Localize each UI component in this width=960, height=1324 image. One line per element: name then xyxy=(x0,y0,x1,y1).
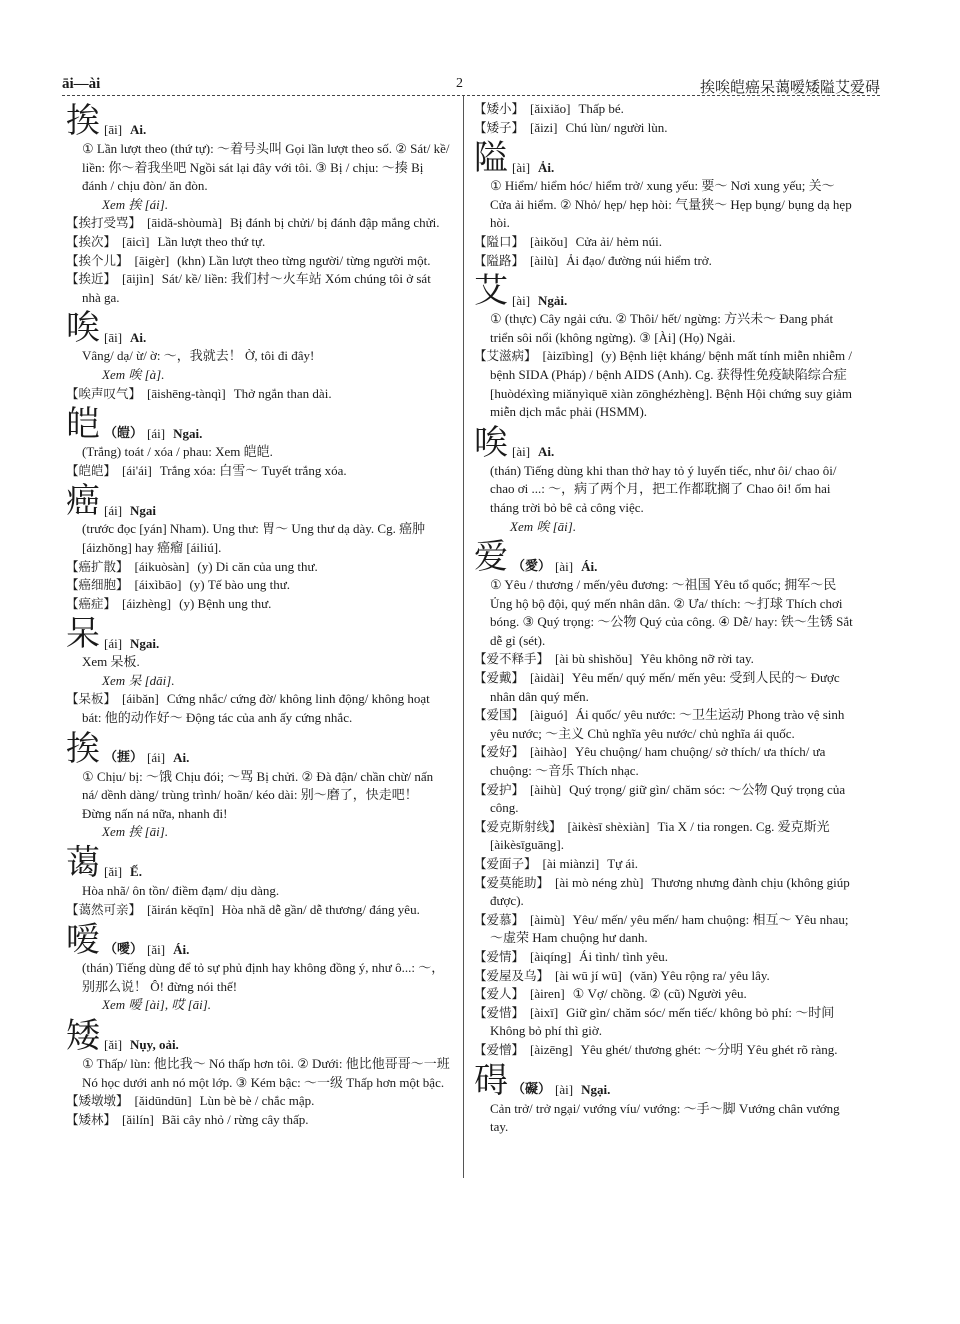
headword-entry xyxy=(474,538,858,650)
pinyin: [ài] xyxy=(512,444,531,460)
definition-text: Ái quốc/ yêu nước: ～卫生运动 Phong trào vệ sinh yêu nước; ～主义 Chủ nghĩa yêu nước/ chủ nghĩa ái quốc. xyxy=(490,707,845,741)
definition-text: Tia X / tia rongen. Cg. 爱克斯光 [àikèsīguāng]. xyxy=(490,818,830,853)
cross-reference: Xem 挨 [āi]. xyxy=(102,824,169,840)
compound-entry xyxy=(474,818,858,855)
compound-entry xyxy=(66,462,450,481)
compound-entry xyxy=(474,706,858,743)
pinyin: [ǎixiǎo] xyxy=(530,101,571,116)
left-column xyxy=(66,100,450,1129)
definition-text: ① Yêu / thương / mến/yêu đương: ～祖国 Yêu tổ quốc; 拥军～民 Ủng hộ bộ đội, quý mến nhân dân. ② Ưa/ thích: ～打球 Thích chơi bóng. ③ Quý trọng: ～公物 Quý của công. ④ Dễ/ hay: 铁～生锈 Sắt dễ gỉ (sét). xyxy=(490,577,853,648)
compound-entry xyxy=(474,100,858,119)
compound-word: 【矮子】 xyxy=(474,119,525,135)
headword-entry xyxy=(66,844,450,901)
compound-word: 【爱慕】 xyxy=(474,911,525,927)
pinyin: [ài miànzi] xyxy=(542,856,600,871)
pinyin: [àihù] xyxy=(530,781,562,797)
headword-character: 皑 xyxy=(66,404,100,445)
headword-line xyxy=(474,139,858,177)
headword-line xyxy=(66,1017,450,1055)
pinyin: [áixìbāo] xyxy=(134,577,182,593)
han-viet-reading: Ngải. xyxy=(538,292,568,308)
compound-word: 【矮墩墩】 xyxy=(66,1093,129,1109)
definition-text: (trước đọc [yán] Nham). Ung thư: 胃～ Ung thư dạ dày. Cg. 癌肿 [áizhǒng] hay 癌瘤 [áiliú]. xyxy=(82,521,426,555)
headword-character: 蔼 xyxy=(66,843,100,884)
column-divider xyxy=(463,96,464,1178)
definition-text: (thán) Tiếng dùng để tỏ sự phủ định hay không đồng ý, như ô...: ～，别那么说！ Ô! đừng nói thế! xyxy=(82,960,445,994)
han-viet-reading: Ế. xyxy=(130,864,142,880)
compound-entry xyxy=(66,558,450,577)
compound-word: 【爱国】 xyxy=(474,707,525,723)
compound-entry xyxy=(66,270,450,307)
definition-text: Yêu ghét/ thương ghét: ～分明 Yêu ghét rõ ràng. xyxy=(580,1041,838,1057)
pinyin: [āidǎ-shòumà] xyxy=(147,215,223,231)
pinyin: [àidài] xyxy=(530,670,564,686)
compound-word: 【呆板】 xyxy=(66,691,117,707)
pinyin: [ái] xyxy=(147,750,166,766)
compound-entry xyxy=(66,690,450,727)
right-column xyxy=(474,100,858,1137)
compound-word: 【爱好】 xyxy=(474,744,525,760)
headword-character: 呆 xyxy=(66,614,100,655)
header-rule xyxy=(62,95,880,96)
headword-line xyxy=(66,482,450,520)
cross-reference: Xem 嗳 [ài], 哎 [āi]. xyxy=(102,997,212,1013)
pinyin: [āi] xyxy=(104,329,123,345)
compound-entry xyxy=(474,985,858,1004)
compound-entry xyxy=(66,1092,450,1111)
header-range: āi—ài xyxy=(62,76,101,92)
han-viet-reading: Ải. xyxy=(538,159,555,175)
compound-entry xyxy=(474,855,858,874)
headword-character: 艾 xyxy=(474,271,508,312)
definition-text: (y) Di căn của ung thư. xyxy=(197,558,318,574)
headword-character: 挨 xyxy=(66,728,100,769)
compound-entry xyxy=(474,650,858,669)
compound-word: 【爱惜】 xyxy=(474,1004,525,1020)
pinyin: [āigèr] xyxy=(134,252,170,268)
han-viet-reading: Ngai. xyxy=(130,635,160,651)
definition-text: Sát/ kề/ liền: 我们村～火车站 Xóm chúng tôi ở sát nhà ga. xyxy=(82,271,431,305)
headword-entry xyxy=(66,730,450,842)
pinyin: [àimù] xyxy=(530,911,565,927)
definition-text: Hòa nhã dễ gần/ dễ thương/ đáng yêu. xyxy=(221,901,420,917)
definition-text: Yêu/ mến/ yêu mến/ ham chuộng: 相互～ Yêu nhau; ～虚荣 Ham chuộng hư danh. xyxy=(490,911,849,946)
traditional-form: （噯） xyxy=(104,941,144,957)
compound-entry xyxy=(474,781,858,818)
pinyin: [āijìn] xyxy=(122,271,154,287)
definition-text: Bị đánh bị chửi/ bị đánh đập mắng chửi. xyxy=(230,215,440,231)
headword-entry xyxy=(66,1017,450,1092)
definition-text: Ải đạo/ đường núi hiểm trở. xyxy=(566,252,712,268)
pinyin: [ái] xyxy=(147,425,166,441)
compound-entry xyxy=(474,1004,858,1041)
headword-character: 碍 xyxy=(474,1060,508,1101)
pinyin: [ài] xyxy=(555,558,574,574)
cross-reference: Xem 挨 [ái]. xyxy=(102,196,169,212)
headword-entry xyxy=(66,615,450,690)
traditional-form: （礙） xyxy=(512,1081,552,1097)
pinyin: [àiguó] xyxy=(530,707,568,723)
definition-text: Lần lượt theo thứ tự. xyxy=(157,233,266,249)
compound-word: 【艾滋病】 xyxy=(474,348,537,364)
pinyin: [āicì] xyxy=(122,233,150,249)
headword-line xyxy=(474,424,858,462)
compound-word: 【蔼然可亲】 xyxy=(66,901,142,917)
pinyin: [àixī] xyxy=(530,1004,559,1020)
headword-line xyxy=(66,102,450,140)
han-viet-reading: Nụy, oải. xyxy=(130,1037,179,1053)
traditional-form: （皚） xyxy=(104,425,144,441)
compound-entry xyxy=(66,901,450,920)
definition-text: ① Vợ/ chồng. ② (cũ) Người yêu. xyxy=(572,986,747,1002)
definition-text: Hòa nhã/ ôn tồn/ điềm đạm/ dịu dàng. xyxy=(82,883,280,899)
headword-entry xyxy=(66,309,450,384)
headword-entry xyxy=(66,482,450,557)
han-viet-reading: Ngại. xyxy=(581,1081,611,1097)
pinyin: [àikèsī shèxiàn] xyxy=(567,818,650,834)
definition-text: Cửa ải/ hẻm núi. xyxy=(575,233,663,249)
compound-entry xyxy=(66,595,450,614)
compound-word: 【矮小】 xyxy=(474,101,525,116)
headword-line xyxy=(66,405,450,443)
compound-word: 【挨近】 xyxy=(66,271,117,287)
compound-entry xyxy=(474,874,858,911)
definition-text: Cản trở/ trở ngại/ vướng víu/ vướng: ～手～脚 Vướng chân vướng tay. xyxy=(490,1100,840,1135)
definition-text: (y) Tế bào ung thư. xyxy=(189,577,290,593)
definition-text: (thán) Tiếng dùng khi than thở hay tỏ ý luyến tiếc, như ôi/ chao ôi/ chao ơi ...: ～，病了两个月，把工作都耽搁了 Chao ôi! ốm hai tháng trời bỏ bê cả công việc. xyxy=(490,462,837,515)
definition-text: (văn) Yêu rộng ra/ yêu lây. xyxy=(629,967,770,983)
pinyin: [àihào] xyxy=(530,744,567,760)
compound-word: 【爱克斯射线】 xyxy=(474,818,562,834)
compound-word: 【爱憎】 xyxy=(474,1041,525,1057)
pinyin: [àiqíng] xyxy=(530,948,572,964)
definition-text: Cứng nhắc/ cứng đờ/ không linh động/ không hoạt bát: 他的动作好～ Động tác của anh ấy cứng nhắc. xyxy=(82,691,430,726)
pinyin: [ái'ái] xyxy=(122,462,152,478)
definition-text: Giữ gìn/ chăm sóc/ mến tiếc/ không bỏ phí: ～时间 Không bỏ phí thì giờ. xyxy=(490,1004,835,1039)
headword-entry xyxy=(66,405,450,462)
definition-text: Xem 呆板. xyxy=(82,654,140,670)
compound-word: 【爱面子】 xyxy=(474,856,537,871)
pinyin: [ǎi] xyxy=(104,1037,123,1053)
headword-character: 唉 xyxy=(474,422,508,463)
compound-word: 【爱莫能助】 xyxy=(474,874,550,890)
headword-character: 癌 xyxy=(66,481,100,522)
definition-text: Yêu mến/ quý mến/ mến yêu: 受到人民的～ Được nhân dân quý mến. xyxy=(490,670,840,704)
han-viet-reading: Ai. xyxy=(538,444,555,460)
headword-entry xyxy=(66,921,450,1015)
compound-word: 【爱人】 xyxy=(474,986,525,1002)
definition-text: ① Hiểm/ hiểm hóc/ hiểm trở/ xung yếu: 要～ Nơi xung yếu; 关～ Cửa ải hiểm. ② Nhỏ/ hẹp/ hẹp hòi: 气量狭～ Hẹp bụng/ bụng dạ hẹp hòi. xyxy=(490,178,852,231)
headword-entry xyxy=(474,424,858,536)
cross-reference: Xem 唉 [à]. xyxy=(102,366,165,382)
han-viet-reading: Ai. xyxy=(173,750,190,766)
compound-entry xyxy=(66,233,450,252)
compound-word: 【隘口】 xyxy=(474,233,525,249)
headword-entry xyxy=(474,272,858,347)
pinyin: [áibǎn] xyxy=(122,691,159,707)
compound-entry xyxy=(474,347,858,421)
compound-entry xyxy=(66,214,450,233)
han-viet-reading: Ai. xyxy=(130,329,147,345)
compound-entry xyxy=(66,1111,450,1130)
compound-entry xyxy=(474,669,858,706)
compound-word: 【皑皑】 xyxy=(66,462,117,478)
traditional-form: （捱） xyxy=(104,750,144,766)
pinyin: [ǎirán kěqīn] xyxy=(147,901,214,917)
pinyin: [àizēng] xyxy=(530,1041,573,1057)
compound-word: 【爱不释手】 xyxy=(474,651,550,667)
definition-text: (y) Bệnh liệt kháng/ bệnh mất tính miễn nhiễm / bệnh SIDA (Pháp) / bệnh AIDS (Anh). Cg. 获得性免疫缺陷综合症 [huòdéxìng miǎnyìquē xiàn zōnghézhèng]. Bệnh Hội chứng suy giảm miễn dịch mắc phải (HSMM). xyxy=(490,348,852,420)
han-viet-reading: Ái. xyxy=(173,941,190,957)
pinyin: [ài] xyxy=(512,159,531,175)
compound-word: 【爱护】 xyxy=(474,781,525,797)
headword-line xyxy=(66,844,450,882)
definition-text: Tự ái. xyxy=(607,856,639,871)
pinyin: [ǎi] xyxy=(147,941,166,957)
compound-entry xyxy=(474,911,858,948)
compound-word: 【挨个儿】 xyxy=(66,252,129,268)
pinyin: [ài] xyxy=(555,1081,574,1097)
pinyin: [àikǒu] xyxy=(530,233,568,249)
pinyin: [ái] xyxy=(104,502,123,518)
headword-entry xyxy=(66,102,450,214)
compound-word: 【爱情】 xyxy=(474,948,525,964)
definition-text: Chú lùn/ người lùn. xyxy=(565,119,668,135)
headword-character: 隘 xyxy=(474,138,508,179)
definition-text: ① Lần lượt theo (thứ tự): ～着号头叫 Gọi lần lượt theo số. ② Sát/ kề/ liền: 你～着我坐吧 Ngồi sát lại đây với tôi. ③ Bị / chịu: ～揍 Bị đánh / chịu đòn/ ăn đòn. xyxy=(82,141,450,194)
definition-text: Thấp bé. xyxy=(578,101,624,116)
pinyin: [àiren] xyxy=(530,986,565,1002)
compound-entry xyxy=(66,576,450,595)
compound-entry xyxy=(66,252,450,271)
cross-reference: Xem 呆 [dāi]. xyxy=(102,672,175,688)
traditional-form: （愛） xyxy=(512,558,552,574)
compound-entry xyxy=(474,967,858,986)
headword-character: 爱 xyxy=(474,537,508,578)
definition-text: Yêu chuộng/ ham chuộng/ sở thích/ ưa thích/ ưa chuộng: ～音乐 Thích nhạc. xyxy=(490,744,826,779)
headword-character: 唉 xyxy=(66,308,100,349)
definition-text: Thương nhưng đành chịu (không giúp được). xyxy=(490,874,850,909)
headword-character: 挨 xyxy=(66,101,100,141)
pinyin: [āishēng-tànqì] xyxy=(147,385,226,401)
compound-entry xyxy=(474,743,858,780)
definition-text: (y) Bệnh ung thư. xyxy=(179,595,272,611)
headword-line xyxy=(66,730,450,768)
definition-text: Thở ngắn than dài. xyxy=(233,385,332,401)
definition-text: ① Thấp/ lùn: 他比我～ Nó thấp hơn tôi. ② Dưới: 他比他哥哥～一班 Nó học dưới anh nó một lớp. ③ Kém bậc: ～一级 Thấp hơn một bậc. xyxy=(82,1056,450,1090)
pinyin: [ái] xyxy=(104,635,123,651)
pinyin: [ǎilín] xyxy=(122,1111,154,1127)
compound-entry xyxy=(474,1041,858,1060)
pinyin: [ài mò néng zhù] xyxy=(555,874,644,890)
pinyin: [āi] xyxy=(104,122,123,138)
compound-word: 【矮林】 xyxy=(66,1111,117,1127)
headword-line xyxy=(474,1062,858,1100)
page-number: 2 xyxy=(456,76,463,91)
han-viet-reading: Ái. xyxy=(581,558,598,574)
pinyin: [ài bù shìshǒu] xyxy=(555,651,633,667)
cross-reference: Xem 唉 [āi]. xyxy=(510,518,577,534)
definition-text: Trắng xóa: 白雪～ Tuyết trắng xóa. xyxy=(159,462,347,478)
compound-entry xyxy=(474,119,858,138)
compound-word: 【癌细胞】 xyxy=(66,577,129,593)
pinyin: [àizībìng] xyxy=(542,348,594,364)
pinyin: [ǎidūndūn] xyxy=(134,1093,192,1109)
definition-text: Lùn bè bè / chắc mập. xyxy=(199,1093,315,1109)
headword-line xyxy=(66,921,450,959)
pinyin: [ài] xyxy=(512,292,531,308)
headword-line xyxy=(66,309,450,347)
headword-line xyxy=(474,538,858,576)
definition-text: Yêu không nỡ rời tay. xyxy=(640,651,754,667)
compound-word: 【挨打受骂】 xyxy=(66,215,142,231)
definition-text: (Trắng) toát / xóa / phau: Xem 皑皑. xyxy=(82,444,273,460)
definition-text: Vâng/ dạ/ ừ/ ờ: ～，我就去！ Ờ, tôi đi đây! xyxy=(82,348,315,364)
definition-text: Quý trọng/ giữ gìn/ chăm sóc: ～公物 Quý trọng của công. xyxy=(490,781,846,816)
headword-line xyxy=(474,272,858,310)
compound-word: 【癌扩散】 xyxy=(66,558,129,574)
compound-entry xyxy=(66,385,450,404)
definition-text: ① Chịu/ bị: ～饿 Chịu đói; ～骂 Bị chửi. ② Đà đận/ chần chừ/ nấn ná/ dềnh dàng/ trùng trình/ hoãn/ kéo dài: 别～磨了，快走吧！ Đừng nấn ná nữa, nhanh đi! xyxy=(82,768,434,821)
headword-entry xyxy=(474,1062,858,1137)
pinyin: [áikuòsàn] xyxy=(134,558,190,574)
definition-text: (khn) Lần lượt theo từng người/ từng người một. xyxy=(177,252,431,268)
pinyin: [ǎi] xyxy=(104,864,123,880)
definition-text: Bãi cây nhỏ / rừng cây thấp. xyxy=(161,1111,309,1127)
han-viet-reading: Ngai xyxy=(130,502,157,518)
definition-text: ① (thực) Cây ngải cứu. ② Thôi/ hết/ ngừng: 方兴未～ Đang phát triển sôi nổi (không ngừng). ③ [Ài] (Họ) Ngải. xyxy=(490,311,834,345)
headword-character: 矮 xyxy=(66,1016,100,1056)
compound-word: 【爱屋及乌】 xyxy=(474,967,550,983)
compound-entry xyxy=(474,948,858,967)
header-characters: 挨唉皑癌呆蔼嗳矮隘艾爱碍 xyxy=(699,78,880,96)
compound-entry xyxy=(474,233,858,252)
definition-text: Ái tình/ tình yêu. xyxy=(579,948,669,964)
pinyin: [áizhèng] xyxy=(122,595,172,611)
headword-line xyxy=(66,615,450,653)
compound-word: 【爱戴】 xyxy=(474,670,525,686)
headword-character: 嗳 xyxy=(66,920,100,961)
compound-word: 【唉声叹气】 xyxy=(66,385,142,401)
han-viet-reading: Ngai. xyxy=(173,425,203,441)
pinyin: [ǎizi] xyxy=(530,119,558,135)
pinyin: [ài wū jí wū] xyxy=(555,967,622,983)
headword-entry xyxy=(474,139,858,233)
han-viet-reading: Ai. xyxy=(130,122,147,138)
compound-word: 【癌症】 xyxy=(66,595,117,611)
compound-entry xyxy=(474,252,858,271)
compound-word: 【隘路】 xyxy=(474,252,525,268)
pinyin: [àilù] xyxy=(530,252,559,268)
compound-word: 【挨次】 xyxy=(66,233,117,249)
